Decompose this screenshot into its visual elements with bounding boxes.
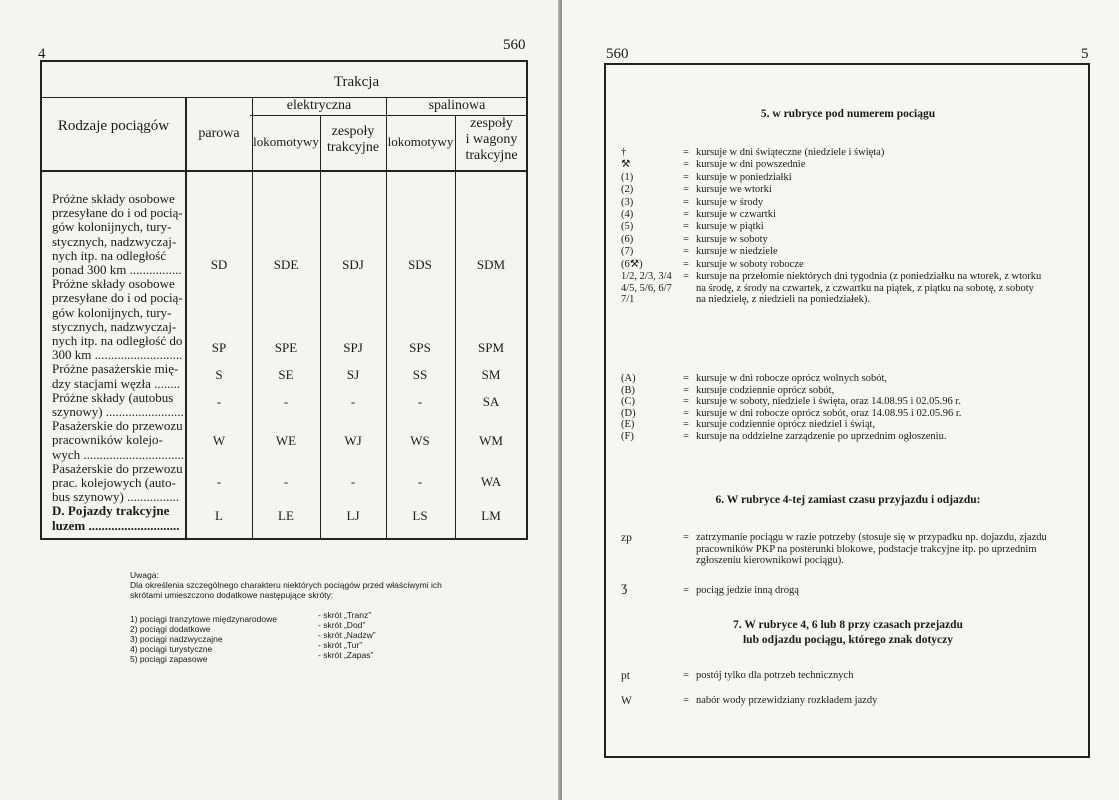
legend-symbol: (3) [621,196,634,208]
legend-equals: = [683,246,689,258]
legend-equals: = [683,184,689,196]
legend-detour-eq: = [683,585,689,596]
legend-equals: = [683,221,689,233]
legend-equals: = [683,147,689,158]
note-abbreviations: - skrót „Tranz” - skrót „Dod” - skrót „Nadzw” - skrót „Tur” - skrót „Zapas” [318,610,376,660]
legend-equals: = [683,233,689,245]
legend-text: kursuje w soboty robocze [696,258,804,270]
legend-text: kursuje w środy [696,196,764,208]
diesel-units-header: zespoły i wagony trakcyjne [465,116,518,163]
legend-text: kursuje w soboty, niedziele i święta, oraz 14.08.95 i 02.05.96 r. [696,396,961,408]
code-cell: SE [278,367,294,382]
code-cell: LE [278,508,294,523]
legend-equals: = [683,159,689,171]
legend-w-text: nabór wody przewidziany rozkładem jazdy [696,695,878,706]
code-cell: - [350,394,356,409]
legend-text: kursuje na oddzielne zarządzenie po uprzednim ogłoszeniu. [696,431,947,442]
code-cell: WJ [344,433,362,448]
diesel-header: spalinowa [428,98,486,113]
legend-pt-symbol: pt [621,670,630,682]
note: Uwaga: Dla określenia szczególnego charakteru niektórych pociągów przed właściwymi ich skrótami umieszczono dodatkowe następujące skróty: [130,570,442,600]
code-cell: L [215,508,223,523]
legend-text: kursuje codziennie oprócz sobót, [696,384,835,396]
electric-units-header: zespoły trakcyjne [326,124,380,155]
code-cell: - [216,394,222,409]
diesel-locomotives-header: lokomotywy [387,134,454,149]
code-cell: SPS [409,340,431,355]
code-cell: SA [482,394,500,409]
legend-equals: = [683,258,689,270]
code-cell: SDE [273,257,299,272]
code-cell: SPM [477,340,505,355]
legend-symbol: (4) [621,209,634,220]
legend-detour-text: pociąg jedzie inną drogą [696,585,799,596]
row-desc-sd: Próżne składy osobowe przesyłane do i od pocią- gów kolonijnych, tury- stycznych, nadzwyczaj- nych itp. na odległość ponad 300 km ................ Próżne składy osobowe przesyłane do i od pocią- gów kolonijnych, tury- stycznych, nadzwyczaj- nych itp. na odległość do 300 km ........................... Próżne pasażerskie mię- dzy stacjami węzła ........ Próżne składy (autobus szynowy) ........................ Pasażerskie do przewozu pracowników kolejo- wych ............................... Pasażerskie do przewozu prac. kolejowych (auto- bus szynowy) ................ D. Pojazdy trakcyjne luzem ............................ [52,191,185,533]
legend-zp-text: zatrzymanie pociągu w razie potrzeby (stosuje się w przypadku np. dojazdu, zjazdu pracowników PKP na posterunki blokowe, podstacje trakcyjne itp. po uprzednim zgłoszeniu kierownikowi pociągu). [696,532,1047,566]
legend-equals: = [683,171,689,183]
legend-symbol: (6) [621,233,634,245]
code-cell: - [417,394,423,409]
legend-text: kursuje w niedziele [696,246,778,258]
right-header-number: 560 [606,46,629,62]
legend-w-symbol: W [621,695,632,707]
legend-zp-eq: = [683,532,689,543]
code-cell: SPJ [343,340,363,355]
legend-symbol: (A) [621,373,636,384]
legend-text: kursuje w dni robocze oprócz wolnych sobót, [696,373,887,384]
legend-equals: = [683,419,689,431]
legend-symbol: (F) [621,431,634,442]
legend-equals: = [683,209,689,220]
code-cell: SDM [476,257,506,272]
legend-text: kursuje w czwartki [696,209,776,220]
code-cell: S [215,367,223,382]
legend-multi-eq: = [683,271,689,282]
legend-text: kursuje w dni robocze oprócz sobót, oraz 14.08.95 i 02.05.96 r. [696,407,962,419]
legend-text: kursuje w poniedziałki [696,171,792,183]
legend-symbol: (E) [621,419,635,431]
code-cell: SDS [408,257,432,272]
code-cell: LS [412,508,428,523]
code-cell: SDJ [342,257,364,272]
code-cell: WA [480,474,502,489]
left-header-number: 560 [503,37,526,53]
legend-text: kursuje codziennie oprócz niedziel i świąt, [696,419,876,431]
electric-locomotives-header: lokomotywy [253,134,319,149]
section-5-title: 5. w rubryce pod numerem pociągu [760,108,936,120]
legend-symbol: (6⚒) [621,258,643,270]
code-cell: W [212,433,226,448]
code-cell: - [283,394,289,409]
legend-symbol: † [621,147,627,158]
legend-zp-symbol: zp [621,532,632,544]
legend-pt-eq: = [683,670,689,681]
legend-detour-symbol: ʒ [621,580,628,595]
legend-equals: = [683,431,689,442]
code-cell: LM [481,508,501,523]
legend-text: kursuje we wtorki [696,184,772,196]
steam-header: parowa [198,126,240,141]
legend-equals: = [683,373,689,384]
code-cell: WS [410,433,430,448]
legend-multi-symbols: 1/2, 2/3, 3/4 4/5, 5/6, 6/7 7/1 [621,271,672,305]
traction-header: Trakcja [333,74,380,90]
code-cell: - [350,474,356,489]
code-cell: WM [479,433,503,448]
legend-symbol: (C) [621,396,635,408]
code-cell: SS [412,367,428,382]
legend-symbol: (7) [621,246,634,258]
code-cell: - [283,474,289,489]
legend-equals: = [683,384,689,396]
legend-symbol: (D) [621,407,636,419]
legend-text: kursuje w dni świąteczne (niedziele i święta) [696,147,885,158]
legend-symbol: ⚒ [621,159,631,171]
legend-text: kursuje w piątki [696,221,764,233]
legend-multi-text: kursuje na przełomie niektórych dni tygodnia (z poniedziałku na wtorek, z wtorku na środę, z środy na czwartek, z czwartku na piątek, z piątku na sobotę, z soboty na niedzielę, z niedzieli na poniedziałek). [696,271,1042,305]
note-items: 1) pociągi tranzytowe międzynarodowe 2) pociągi dodatkowe 3) pociągi nadzwyczajne 4) pociągi turystyczne 5) pociągi zapasowe [130,614,277,664]
legend-text: kursuje w dni powszednie [696,159,806,171]
code-cell: SP [211,340,227,355]
code-cell: SPE [274,340,298,355]
section-7-title: 7. W rubryce 4, 6 lub 8 przy czasach przejazdu lub odjazdu pociągu, którego znak dotyczy [733,619,963,646]
code-cell: SJ [346,367,360,382]
legend-symbol: (B) [621,384,635,396]
code-cell: LJ [346,508,360,523]
legend-symbol: (5) [621,221,634,233]
legend-equals: = [683,407,689,419]
code-cell: SM [481,367,501,382]
legend-equals: = [683,196,689,208]
section-6-title: 6. W rubryce 4-tej zamiast czasu przyjazdu i odjazdu: [715,494,981,506]
right-page-number: 5 [1081,46,1089,62]
code-cell: WE [275,433,297,448]
train-types-header: Rodzaje pociągów [57,118,170,134]
legend-text: kursuje w soboty [696,233,768,245]
code-cell: - [417,474,423,489]
legend-pt-text: postój tylko dla potrzeb technicznych [696,670,854,681]
legend-equals: = [683,396,689,408]
left-page-number: 4 [38,46,46,62]
electric-header: elektryczna [286,98,352,113]
code-cell: SD [210,257,228,272]
legend-symbol: (2) [621,184,634,196]
code-cell: - [216,474,222,489]
legend-symbol: (1) [621,171,634,183]
legend-w-eq: = [683,695,689,706]
